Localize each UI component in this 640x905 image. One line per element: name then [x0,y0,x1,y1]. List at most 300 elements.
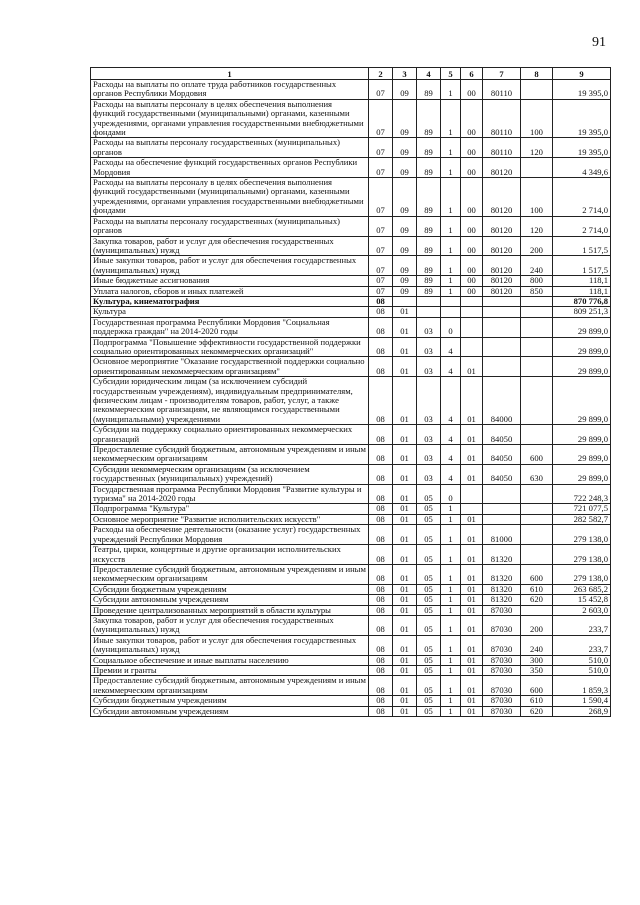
code-cell: 08 [369,665,393,675]
code-cell: 0 [441,317,461,337]
table-row [91,80,611,100]
code-cell: 89 [417,256,441,276]
amount-cell: 118,1 [553,276,611,286]
code-cell [441,307,461,317]
code-cell: 01 [461,615,483,635]
code-cell: 05 [417,615,441,635]
row-name-cell: Основное мероприятие "Развитие исполнительских искусств" [91,514,369,524]
code-cell: 01 [461,595,483,605]
code-cell: 89 [417,236,441,256]
code-cell: 08 [369,357,393,377]
code-cell: 01 [461,696,483,706]
code-cell: 08 [369,525,393,545]
table-body [91,80,611,717]
code-cell: 01 [393,545,417,565]
code-cell: 01 [461,545,483,565]
table-row [91,635,611,655]
code-cell: 00 [461,80,483,100]
code-cell: 05 [417,605,441,615]
table-row [91,615,611,635]
code-cell [417,296,441,306]
code-cell: 05 [417,484,441,504]
row-name-cell: Расходы на обеспечение деятельности (оказание услуг) государственных учреждений Республики Мордовия [91,525,369,545]
code-cell: 09 [393,99,417,138]
amount-cell: 233,7 [553,635,611,655]
code-cell: 4 [441,445,461,465]
header-cell: 1 [91,68,369,80]
code-cell [461,317,483,337]
code-cell: 89 [417,216,441,236]
code-cell: 1 [441,178,461,217]
code-cell: 01 [393,425,417,445]
expense-type-cell: 300 [521,655,553,665]
code-cell: 87030 [483,696,521,706]
row-name-cell: Иные закупки товаров, работ и услуг для обеспечения государственных (муниципальных) нужд [91,256,369,276]
code-cell: 01 [393,377,417,425]
code-cell [483,504,521,514]
amount-cell: 1 590,4 [553,696,611,706]
expense-type-cell [521,377,553,425]
code-cell [483,337,521,357]
code-cell: 84050 [483,464,521,484]
amount-cell: 268,9 [553,706,611,716]
row-name-cell: Субсидии юридическим лицам (за исключением субсидий государственным учреждениям), индивидуальным предпринимателям, физическим лицам - производителям товаров, работ, услуг, а также некоммерческим организациям, не являющимся государственными (муниципальными) учреждениями [91,377,369,425]
expense-type-cell [521,317,553,337]
table-row [91,504,611,514]
table-row [91,256,611,276]
table-row [91,178,611,217]
code-cell: 4 [441,377,461,425]
table-header-row [91,68,611,80]
expense-type-cell: 240 [521,635,553,655]
code-cell: 89 [417,80,441,100]
expense-type-cell: 240 [521,256,553,276]
code-cell: 08 [369,425,393,445]
expense-type-cell: 120 [521,138,553,158]
code-cell: 07 [369,158,393,178]
code-cell: 03 [417,317,441,337]
code-cell: 80110 [483,138,521,158]
code-cell: 01 [393,337,417,357]
code-cell: 07 [369,80,393,100]
amount-cell: 29 899,0 [553,425,611,445]
code-cell [441,296,461,306]
code-cell: 01 [461,357,483,377]
amount-cell: 29 899,0 [553,357,611,377]
code-cell: 09 [393,216,417,236]
amount-cell: 870 776,8 [553,296,611,306]
expense-type-cell [521,525,553,545]
table-row [91,445,611,465]
row-name-cell: Субсидии автономным учреждениям [91,595,369,605]
code-cell: 08 [369,464,393,484]
code-cell: 1 [441,256,461,276]
table-row [91,357,611,377]
code-cell: 08 [369,514,393,524]
code-cell: 01 [393,665,417,675]
table-row [91,655,611,665]
header-cell: 8 [521,68,553,80]
code-cell: 01 [393,357,417,377]
code-cell: 1 [441,676,461,696]
code-cell: 1 [441,635,461,655]
code-cell [483,296,521,306]
expense-type-cell: 630 [521,464,553,484]
code-cell: 07 [369,276,393,286]
table-row [91,307,611,317]
amount-cell: 1 517,5 [553,236,611,256]
code-cell: 1 [441,236,461,256]
amount-cell: 2 714,0 [553,216,611,236]
code-cell: 08 [369,307,393,317]
code-cell: 05 [417,635,441,655]
code-cell: 01 [461,525,483,545]
code-cell: 1 [441,655,461,665]
code-cell: 01 [393,525,417,545]
code-cell: 1 [441,80,461,100]
code-cell: 08 [369,317,393,337]
code-cell: 1 [441,595,461,605]
code-cell: 4 [441,425,461,445]
code-cell: 87030 [483,615,521,635]
table-row [91,317,611,337]
amount-cell: 15 452,8 [553,595,611,605]
table-row [91,484,611,504]
row-name-cell: Предоставление субсидий бюджетным, автономным учреждениям и иным некоммерческим организациям [91,676,369,696]
code-cell: 01 [461,445,483,465]
row-name-cell: Расходы на выплаты персоналу государственных (муниципальных) органов [91,138,369,158]
code-cell [461,484,483,504]
code-cell: 05 [417,696,441,706]
expense-type-cell [521,605,553,615]
row-name-cell: Расходы на обеспечение функций государственных органов Республики Мордовия [91,158,369,178]
code-cell: 08 [369,564,393,584]
amount-cell: 2 603,0 [553,605,611,615]
table-row [91,676,611,696]
code-cell: 84050 [483,445,521,465]
code-cell: 01 [393,464,417,484]
code-cell: 08 [369,377,393,425]
expense-type-cell [521,504,553,514]
row-name-cell: Социальное обеспечение и иные выплаты населению [91,655,369,665]
code-cell: 01 [393,676,417,696]
amount-cell: 19 395,0 [553,99,611,138]
code-cell: 08 [369,655,393,665]
code-cell: 1 [441,696,461,706]
code-cell: 01 [461,635,483,655]
code-cell: 87030 [483,665,521,675]
code-cell: 1 [441,706,461,716]
code-cell: 00 [461,236,483,256]
code-cell: 89 [417,158,441,178]
code-cell: 05 [417,504,441,514]
row-name-cell: Уплата налогов, сборов и иных платежей [91,286,369,296]
row-name-cell: Субсидии автономным учреждениям [91,706,369,716]
code-cell: 08 [369,296,393,306]
code-cell: 03 [417,464,441,484]
amount-cell: 510,0 [553,655,611,665]
code-cell: 81000 [483,525,521,545]
row-name-cell: Субсидии бюджетным учреждениям [91,584,369,594]
code-cell: 05 [417,584,441,594]
code-cell: 07 [369,138,393,158]
code-cell: 1 [441,545,461,565]
code-cell: 01 [393,635,417,655]
row-name-cell: Субсидии на поддержку социально ориентированных некоммерческих организаций [91,425,369,445]
code-cell: 89 [417,286,441,296]
code-cell: 09 [393,158,417,178]
table-row [91,276,611,286]
code-cell: 00 [461,256,483,276]
expense-type-cell: 620 [521,706,553,716]
budget-table [90,67,611,717]
expense-type-cell: 120 [521,216,553,236]
row-name-cell: Расходы на выплаты персоналу в целях обеспечения выполнения функций государственными (муниципальными) органами, казенными учреждениями, органами управления государственными внебюджетными фондами [91,178,369,217]
code-cell [483,484,521,504]
row-name-cell: Субсидии бюджетным учреждениям [91,696,369,706]
code-cell: 01 [393,655,417,665]
code-cell: 03 [417,357,441,377]
code-cell: 05 [417,525,441,545]
expense-type-cell: 200 [521,615,553,635]
expense-type-cell: 100 [521,178,553,217]
code-cell: 05 [417,676,441,696]
code-cell: 01 [393,584,417,594]
code-cell: 01 [393,605,417,615]
header-cell: 5 [441,68,461,80]
expense-type-cell [521,514,553,524]
row-name-cell: Проведение централизованных мероприятий в области культуры [91,605,369,615]
header-cell: 4 [417,68,441,80]
amount-cell: 279 138,0 [553,545,611,565]
code-cell: 80120 [483,236,521,256]
code-cell: 01 [461,665,483,675]
code-cell: 05 [417,564,441,584]
code-cell: 81320 [483,564,521,584]
table-row [91,605,611,615]
code-cell: 80120 [483,256,521,276]
row-name-cell: Премии и гранты [91,665,369,675]
code-cell: 89 [417,178,441,217]
code-cell [483,317,521,337]
code-cell: 01 [461,464,483,484]
code-cell: 08 [369,706,393,716]
code-cell: 07 [369,236,393,256]
table-row [91,216,611,236]
amount-cell: 29 899,0 [553,464,611,484]
row-name-cell: Культура [91,307,369,317]
expense-type-cell: 850 [521,286,553,296]
code-cell: 09 [393,256,417,276]
table-row [91,696,611,706]
expense-type-cell: 610 [521,584,553,594]
code-cell: 01 [393,317,417,337]
amount-cell: 118,1 [553,286,611,296]
code-cell: 05 [417,665,441,675]
code-cell: 89 [417,138,441,158]
amount-cell: 282 582,7 [553,514,611,524]
code-cell: 0 [441,484,461,504]
table-row [91,706,611,716]
code-cell: 80120 [483,286,521,296]
table-row [91,296,611,306]
code-cell: 87030 [483,706,521,716]
code-cell: 1 [441,276,461,286]
code-cell: 1 [441,514,461,524]
header-cell: 7 [483,68,521,80]
code-cell: 01 [393,615,417,635]
table-row [91,377,611,425]
code-cell: 07 [369,256,393,276]
code-cell: 81320 [483,545,521,565]
amount-cell: 19 395,0 [553,80,611,100]
code-cell: 08 [369,545,393,565]
code-cell: 1 [441,605,461,615]
code-cell: 1 [441,504,461,514]
row-name-cell: Закупка товаров, работ и услуг для обеспечения государственных (муниципальных) нужд [91,236,369,256]
table-row [91,595,611,605]
expense-type-cell: 610 [521,696,553,706]
code-cell: 08 [369,445,393,465]
expense-type-cell: 600 [521,676,553,696]
table-row [91,286,611,296]
code-cell: 1 [441,138,461,158]
code-cell [417,307,441,317]
expense-type-cell: 200 [521,236,553,256]
code-cell: 89 [417,276,441,286]
code-cell: 01 [461,564,483,584]
code-cell: 81320 [483,584,521,594]
expense-type-cell [521,307,553,317]
code-cell: 87030 [483,635,521,655]
code-cell: 05 [417,514,441,524]
table-row [91,158,611,178]
expense-type-cell [521,80,553,100]
code-cell: 09 [393,276,417,286]
code-cell [483,357,521,377]
code-cell: 08 [369,337,393,357]
code-cell: 01 [393,706,417,716]
code-cell: 4 [441,464,461,484]
code-cell: 00 [461,286,483,296]
code-cell: 08 [369,595,393,605]
code-cell: 07 [369,286,393,296]
code-cell: 1 [441,99,461,138]
row-name-cell: Иные бюджетные ассигнования [91,276,369,286]
code-cell: 1 [441,584,461,594]
table-row [91,514,611,524]
code-cell: 01 [461,425,483,445]
row-name-cell: Предоставление субсидий бюджетным, автономным учреждениям и иным некоммерческим организациям [91,564,369,584]
code-cell: 05 [417,595,441,605]
code-cell: 08 [369,504,393,514]
expense-type-cell [521,337,553,357]
code-cell: 4 [441,357,461,377]
code-cell: 80120 [483,216,521,236]
code-cell: 07 [369,99,393,138]
code-cell: 03 [417,377,441,425]
code-cell: 01 [393,564,417,584]
code-cell: 05 [417,655,441,665]
expense-type-cell: 600 [521,564,553,584]
code-cell: 01 [393,504,417,514]
amount-cell: 19 395,0 [553,138,611,158]
code-cell: 00 [461,99,483,138]
code-cell: 80110 [483,99,521,138]
header-cell: 2 [369,68,393,80]
code-cell: 00 [461,158,483,178]
header-cell: 3 [393,68,417,80]
code-cell: 1 [441,564,461,584]
code-cell: 00 [461,276,483,286]
code-cell: 01 [461,584,483,594]
header-cell: 9 [553,68,611,80]
row-name-cell: Основное мероприятие "Оказание государственной поддержки социально ориентированным некоммерческим организациям" [91,357,369,377]
code-cell: 1 [441,615,461,635]
expense-type-cell: 800 [521,276,553,286]
expense-type-cell: 100 [521,99,553,138]
table-row [91,425,611,445]
code-cell: 01 [461,706,483,716]
code-cell: 01 [393,307,417,317]
code-cell: 84050 [483,425,521,445]
code-cell: 84000 [483,377,521,425]
code-cell: 01 [393,696,417,706]
table-row [91,138,611,158]
code-cell: 05 [417,706,441,716]
amount-cell: 510,0 [553,665,611,675]
row-name-cell: Культура, кинематография [91,296,369,306]
code-cell: 03 [417,425,441,445]
code-cell: 01 [393,484,417,504]
amount-cell: 2 714,0 [553,178,611,217]
code-cell: 09 [393,138,417,158]
code-cell: 1 [441,158,461,178]
code-cell: 09 [393,286,417,296]
amount-cell: 1 859,3 [553,676,611,696]
code-cell: 01 [461,605,483,615]
code-cell: 01 [393,445,417,465]
row-name-cell: Государственная программа Республики Мордовия "Развитие культуры и туризма" на 2014-2020 годы [91,484,369,504]
expense-type-cell [521,296,553,306]
table-row [91,584,611,594]
code-cell: 87030 [483,605,521,615]
code-cell: 1 [441,525,461,545]
amount-cell: 722 248,3 [553,484,611,504]
row-name-cell: Государственная программа Республики Мордовия "Социальная поддержка граждан" на 2014-2020 годы [91,317,369,337]
code-cell: 87030 [483,676,521,696]
row-name-cell: Расходы на выплаты персоналу в целях обеспечения выполнения функций государственными (муниципальными) органами, казенными учреждениями, органами управления государственными внебюджетными фондами [91,99,369,138]
code-cell: 01 [393,595,417,605]
row-name-cell: Иные закупки товаров, работ и услуг для обеспечения государственных (муниципальных) нужд [91,635,369,655]
row-name-cell: Театры, цирки, концертные и другие организации исполнительских искусств [91,545,369,565]
expense-type-cell [521,425,553,445]
code-cell: 08 [369,605,393,615]
code-cell [461,337,483,357]
code-cell: 09 [393,80,417,100]
code-cell: 1 [441,216,461,236]
row-name-cell: Субсидии некоммерческим организациям (за исключением государственных (муниципальных) учреждений) [91,464,369,484]
expense-type-cell [521,545,553,565]
code-cell: 01 [461,514,483,524]
table-row [91,337,611,357]
code-cell: 87030 [483,655,521,665]
amount-cell: 29 899,0 [553,337,611,357]
code-cell: 05 [417,545,441,565]
code-cell: 80120 [483,158,521,178]
code-cell: 01 [461,676,483,696]
amount-cell: 721 077,5 [553,504,611,514]
